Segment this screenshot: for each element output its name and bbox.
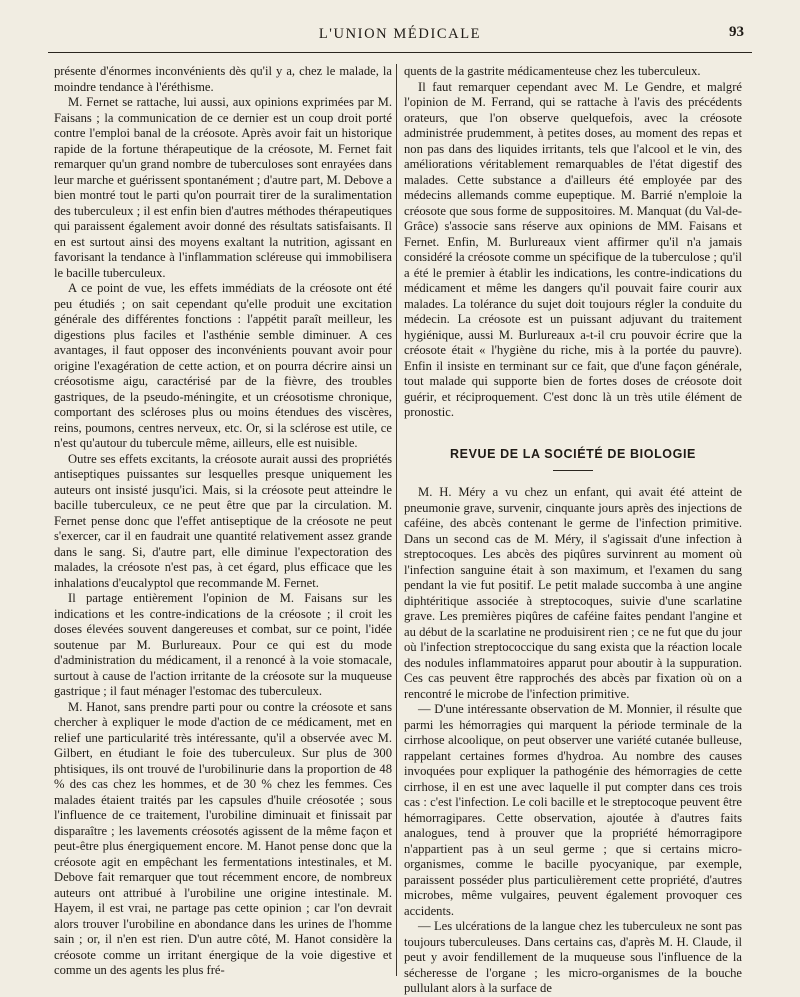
paragraph: M. Fernet se rattache, lui aussi, aux opinions exprimées par M. Faisans ; la communication de ce dernier est un coup droit porté contre l'emploi banal de la créosote. Après avoir fait un historique rapide de la fortune thérapeutique de la créosote, M. Fernet fait remarquer qu'un grand nombre de tuberculoses sont enrayées dans leur marche et guérissent spontanément ; d'autre part, M. Debove a bien montré tout le parti qu'on pourrait tirer de la suralimentation des tuberculeux ; il est enfin bien d'autres méthodes thérapeutiques qui paraissent également avoir donné des résultats satisfaisants. Il en est surtout ainsi des moyens exaltant la nutrition, agissant en favorisant la tendance à l'inflammation scléreuse qui immobilisera le bacille tuberculeux. — [54, 95, 392, 280]
paragraph: quents de la gastrite médicamenteuse chez les tuberculeux. — [404, 64, 701, 78]
paragraph: Il faut remarquer cependant avec M. Le Gendre, et malgré l'opinion de M. Ferrand, qui se rattache à l'avis des précédents orateurs, que l'on observe quelquefois, avec la créosote administrée prudemment, à petites doses, au moment des repas et non pas dans des liquides irritants, tels que l'alcool et le vin, des améliorations véritablement remarquables de l'état digestif des malades. Cette substance a d'ailleurs été employée par des médecins allemands comme eupeptique. M. Barrié n'emploie la créosote que sous forme de suppositoires. M. Manquat (du Val-de-Grâce) s'associe sans réserve aux opinions de MM. Faisans et Fernet. Enfin, M. Burlureaux vient affirmer qu'il n'a jamais considéré la créosote comme un spécifique de la tuberculose ; qu'il a été le premier à établir les indications, les contre-indications du médicament et même les dangers qu'il pouvait faire courir aux malades. La tolérance du sujet doit toujours régler la conduite du médecin. La créosote est un puissant adjuvant du traitement hygiénique, aussi M. Burlureaux a-t-il cru pouvoir écrire que la créosote était « l'hygiène du riche, mis à la portée du pauvre). Enfin il insiste en terminant sur ce fait, que d'une façon générale, tout malade qui supporte bien de fortes doses de créosote doit guérir, et réciproquement. C'est donc là un très utile élément de pronostic. — [404, 79, 742, 419]
paragraph: — Les ulcérations de la langue chez les tuberculeux ne sont pas toujours tuberculeuses. Dans certains cas, d'après M. H. Claude, il peut y avoir fendillement de la muqueuse sous l'influence de la sécheresse de l'organe ; les micro-organismes de la bouche pullulant alors à la surface de — [404, 919, 742, 995]
paragraph: Il partage entièrement l'opinion de M. Faisans sur les indications et les contre-indications de la créosote ; il croit les doses élevées souvent dangereuses et combat, sur ce point, l'idée soutenue par M. Burlureaux. Pour ce qui est du mode d'administration du médicament, il a renoncé à la voie stomacale, surtout à cause de l'action irritante de la créosote sur la muqueuse gastrique ; il faut ménager l'estomac des tuberculeux. — [54, 591, 392, 698]
column-divider — [396, 64, 397, 976]
paragraph: Outre ses effets excitants, la créosote aurait aussi des propriétés antiseptiques puissantes sur lesquelles presque uniquement les auteurs ont insisté jusqu'ici. Mais, si la créosote peut atteindre le bacille tuberculeux, ce ne peut être que par la circulation. M. Fernet pense donc que l'effet antiseptique de la créosote ne peut s'exercer, car il en faudrait une quantité relativement assez grande dans le sang. Si, d'autre part, elle diminue l'expectoration des malades, la créosote n'est pas, à cet égard, plus efficace que les inhalations d'eucalyptol que recommande M. Fernet. — [54, 451, 392, 590]
page-number: 93 — [729, 24, 744, 40]
section-title: REVUE DE LA SOCIÉTÉ DE BIOLOGIE — [450, 446, 696, 461]
paragraph: présente d'énormes inconvénients dès qu'il y a, chez le malade, la moindre tendance à l'éréthisme. — [54, 64, 392, 94]
left-column — [54, 64, 392, 976]
section-rule — [553, 470, 593, 471]
paragraph: A ce point de vue, les effets immédiats de la créosote ont été peu étudiés ; on sait cependant qu'elle produit une excitation générale des différentes fonctions : l'appétit paraît meilleur, les digestions plus faciles et l'asthénie semble diminuer. A ces avantages, il faut opposer des inconvénients pouvant avoir pour origine l'exagération de cette action, et on pourra décrire ainsi un créosotisme aigu, caractérisé par de la fièvre, des troubles gastriques, de la pseudo-méningite, et un créosotisme chronique, comportant des scléroses plus ou moins étendues des viscères, reins, poumons, centres nerveux, etc. Or, si la sclérose est utile, ce n'est qu'autour du tubercule même, ailleurs, elle est nuisible. — [54, 281, 392, 450]
paragraph: — D'une intéressante observation de M. Monnier, il résulte que parmi les hémorragies qui marquent la période terminale de la cirrhose alcoolique, on peut observer une variété cutanée bulleuse, rappelant certaines formes d'hydroa. Au nombre des causes invoquées pour expliquer la pathogénie des hémorragies de cette cirrhose, il en est une avec laquelle il put compter dans ces trois cas : c'est l'infection. Le coli bacille et le streptocoque peuvent être hémorragipares. Cette observation, ajoutée à d'autres faits analogues, tend à prouver que la propriété hémorragipore n'appartient pas à un seul germe ; que si certains micro-organismes, comme le bacille pyocyanique, par exemple, paraissent posséder plus particulièrement cette propriété, d'autres microbes, même vulgaires, peuvent également provoquer ces accidents. — [404, 702, 742, 918]
right-column — [404, 64, 742, 995]
page-header — [48, 20, 752, 50]
header-rule — [48, 52, 752, 53]
paragraph: M. H. Méry a vu chez un enfant, qui avait été atteint de pneumonie grave, survenir, cinquante jours après des injections de caféine, des abcès contenant le germe de l'infection primitive. Dans un second cas de M. Méry, il s'agissait d'une infection à streptocoques. Les abcès des piqûres survinrent au moment où l'infection sanguine était à son maximum, et l'examen du sang pendant la vie fut positif. Le petit malade succomba à une angine diphtéritique associée à streptocoques, suivie d'une scarlatine grave. Les premières piqûres de caféine faites pendant l'angine et au début de la scarlatine ne produisirent rien ; ce ne fut que du jour où l'infection streptococcique du sang exista que la réaction locale des nodules inflammatoires apparut pour aboutir à la suppuration. Ces cas peuvent être rapprochés des abcès par fixation où on a rencontré le microbe de l'infection primitive. — [404, 485, 742, 701]
paragraph: M. Hanot, sans prendre parti pour ou contre la créosote et sans chercher à expliquer le mode d'action de ce médicament, met en relief une particularité très intéressante, qu'il a observée avec M. Gilbert, en étudiant le foie des tuberculeux. Sur plus de 300 phtisiques, ils ont trouvé de l'urobilinurie dans la proportion de 48 % des cas chez les hommes, et de 30 % chez les femmes. Ces malades étaient traités par les capsules d'huile créosotée ; sous l'influence de ce traitement, l'urobiline diminuait et finissait par disparaître ; les lavements créosotés agissent de la même façon et peut-être plus énergiquement encore. M. Hanot pense donc que la créosote agit en empêchant les fermentations intestinales, et M. Debove fait remarquer que tout récemment encore, de nombreux auteurs ont attribué à l'urobiline une origine intestinale. M. Hayem, il est vrai, ne partage pas cette opinion ; car l'on devrait alors trouver l'urobiline en abondance dans les urines de l'homme sain ; or, il n'en est rien. D'un autre côté, M. Hanot considère la créosote comme un irritant énergique de la voie digestive et comme un des agents les plus fré- — [54, 699, 392, 977]
running-title: L'UNION MÉDICALE — [318, 26, 482, 42]
